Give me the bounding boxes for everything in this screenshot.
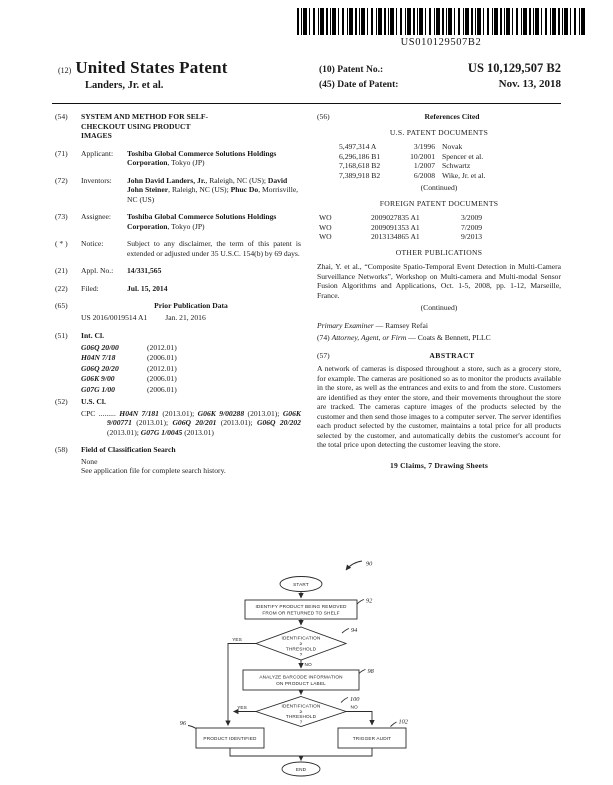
- decision1-line4: ?: [299, 652, 303, 657]
- barcode: [297, 8, 585, 35]
- foreign-patent-row: WO 2009027835 A1 3/2009: [319, 213, 483, 222]
- analyze-barcode-node: [243, 670, 359, 690]
- field-tag-12: (12): [58, 66, 72, 75]
- patent-number: US 10,129,507 B2: [467, 61, 561, 75]
- merge-path: [230, 748, 372, 756]
- claims-drawing-sheets-line: 19 Claims, 7 Drawing Sheets: [389, 460, 488, 470]
- ref-label-96: 96: [179, 720, 186, 727]
- field-21-appl-no: (21) Appl. No.: 14/331,565: [55, 266, 301, 276]
- field-71-applicant: (71) Applicant: Toshiba Global Commerce Solutions Holdings Corporation, Tokyo (JP): [55, 149, 301, 168]
- ref-tick-96: [188, 726, 196, 729]
- left-column: [55, 112, 301, 476]
- decision2-yes-label: YES: [237, 706, 247, 711]
- ref-label-98: 98: [367, 668, 374, 675]
- product-identified-label: PRODUCT IDENTIFIED: [203, 736, 257, 741]
- field-72-inventors: (72) Inventors: John David Landers, Jr., Raleigh, NC (US); David John Steiner, Raleigh, NC (US); Phuc Do, Morrisville, NC (US): [55, 176, 301, 205]
- decision1-no-label: NO: [304, 663, 312, 668]
- bibliographic-columns: [55, 112, 561, 476]
- other-publication-text: Zhai, Y. et al., “Composite Spatio-Temporal Event Detection in Multi-Camera Surveillance Networks”, Workshop on Multi-camera and Multi-modal Sensor Fusion Algorithms and Applications, Oct. 1-5, 2008, pp. 1-12, Marseille, France.: [317, 262, 561, 300]
- publication-number: US 2016/0019514 A1: [81, 312, 148, 322]
- decision1-yes-label: YES: [232, 638, 242, 643]
- right-column: [317, 112, 561, 476]
- decision2-line4: ?: [299, 719, 303, 725]
- ref-label-100: 100: [350, 696, 360, 703]
- us-patent-row: 6,296,186 B1 10/2001 Spencer et al.: [339, 151, 484, 161]
- ref-tick-98: [359, 670, 366, 674]
- filing-date: Jul. 15, 2014: [127, 283, 168, 293]
- ref-label-94: 94: [351, 627, 358, 634]
- barcode-text: US010129507B2: [400, 37, 482, 48]
- decision2-no-label: NO: [350, 705, 358, 711]
- header: [58, 58, 561, 92]
- identify-product-node: [245, 600, 357, 619]
- invention-title: SYSTEM AND METHOD FOR SELF-CHECKOUT USING PRODUCT IMAGES: [81, 112, 208, 140]
- figure-ref-arrow: [346, 561, 362, 570]
- us-cl-heading: U.S. Cl.: [81, 397, 106, 406]
- header-left: [58, 58, 228, 92]
- field-54-title: (54) SYSTEM AND METHOD FOR SELF-CHECKOUT USING PRODUCT IMAGES: [55, 112, 301, 141]
- decision1-line3: THRESHOLD: [285, 646, 317, 652]
- search-history-line: See application file for complete search history.: [81, 466, 226, 475]
- flowchart-figure: [0, 555, 613, 785]
- ref-tick-102: [391, 722, 397, 727]
- attorney-line: (74) Attorney, Agent, or Firm — Coats & Bennett, PLLC: [317, 333, 491, 342]
- identify-product-line1: IDENTIFY PRODUCT BEING REMOVED: [255, 604, 347, 609]
- search-none-line: None: [81, 456, 98, 466]
- decision2-line1: IDENTIFICATION: [281, 703, 321, 709]
- int-cl-entry: G07G 1/00 (2006.01): [81, 384, 177, 394]
- date-of-patent: Nov. 13, 2018: [498, 78, 561, 90]
- field-73-assignee: (73) Assignee: Toshiba Global Commerce Solutions Holdings Corporation, Tokyo (JP): [55, 212, 301, 231]
- other-publications-continued: (Continued): [420, 303, 458, 312]
- primary-examiner-line: Primary Examiner — Ramsey Refai: [317, 320, 428, 330]
- abstract-heading: ABSTRACT: [429, 350, 475, 360]
- field-56-references: (56) References Cited: [317, 112, 561, 122]
- field-52-us-cl: (52) U.S. Cl.: [55, 397, 301, 407]
- inventors-value: John David Landers, Jr., Raleigh, NC (US); David John Steiner, Raleigh, NC (US); Phuc Do, Morrisville, NC (US): [127, 175, 299, 204]
- date-of-patent-label: (45) Date of Patent:: [319, 80, 399, 90]
- trigger-audit-label: TRIGGER AUDIT: [352, 736, 392, 741]
- prior-publication-heading: Prior Publication Data: [154, 301, 228, 310]
- ref-label-92: 92: [366, 597, 373, 605]
- int-cl-entry: G06Q 20/20 (2012.01): [81, 363, 177, 373]
- references-cited-heading: References Cited: [424, 112, 480, 121]
- field-65-prior-publication: (65) Prior Publication Data: [55, 301, 301, 311]
- int-cl-entry: H04N 7/18 (2006.01): [81, 353, 177, 362]
- header-divider: [52, 103, 561, 104]
- ref-tick-94: [342, 629, 349, 634]
- header-right: [319, 58, 561, 92]
- ref-label-102: 102: [398, 718, 408, 726]
- int-cl-entry: G06Q 20/00 (2012.01): [81, 342, 177, 352]
- decision2-line3: THRESHOLD: [285, 714, 317, 719]
- decision1-line1: IDENTIFICATION: [281, 635, 321, 641]
- document-type-title: United States Patent: [75, 58, 228, 77]
- identify-product-line2: FROM OR RETURNED TO SHELF: [262, 610, 340, 616]
- end-node-label: END: [295, 766, 307, 772]
- first-inventor-line: Landers, Jr. et al.: [85, 80, 164, 91]
- figure-ref-label: 90: [366, 560, 373, 568]
- analyze-barcode-line1: ANALYZE BARCODE INFORMATION: [259, 674, 343, 680]
- us-patent-row: 7,168,618 B2 1/2007 Schwartz: [339, 161, 471, 170]
- field-51-int-cl: (51) Int. Cl.: [55, 331, 301, 341]
- other-publications-heading: OTHER PUBLICATIONS: [395, 247, 483, 257]
- decision1-line2: ≥: [299, 641, 303, 646]
- int-cl-entry: G06K 9/00 (2006.01): [81, 374, 177, 383]
- patent-no-label: (10) Patent No.:: [319, 65, 384, 75]
- foreign-patent-row: WO 2013134865 A1 9/2013: [319, 232, 483, 241]
- us-patent-row: 7,389,918 B2 6/2008 Wike, Jr. et al.: [339, 170, 486, 180]
- foreign-patent-row: WO 2009091353 A1 7/2009: [319, 222, 483, 232]
- us-patent-documents-heading: U.S. PATENT DOCUMENTS: [389, 127, 489, 137]
- cpc-classification: CPC ......... H04N 7/181 (2013.01); G06K 9/00288 (2013.01); G06K 9/00771 (2013.01); G06Q 20/201 (2013.01); G06Q 20/202 (2013.01); G07G 1/0045 (2013.01): [81, 408, 301, 437]
- applicant-value: Toshiba Global Commerce Solutions Holdings Corporation, Tokyo (JP): [127, 148, 277, 167]
- foreign-patent-documents-heading: FOREIGN PATENT DOCUMENTS: [379, 198, 499, 208]
- field-of-search-heading: Field of Classification Search: [81, 445, 176, 454]
- start-node-label: START: [293, 581, 309, 587]
- us-patents-continued: (Continued): [420, 183, 458, 192]
- publication-date: Jan. 21, 2016: [165, 312, 206, 322]
- application-number: 14/331,565: [127, 266, 162, 275]
- abstract-text: A network of cameras is disposed throughout a store, such as a grocery store, for example. The cameras are positioned so as to monitor the products available in the store, as well as the entrances and exits to and from the store. Customers are identified as they enter the store, and their movements throughout the store are tracked. The cameras capture images of the products selected by the customer and then send those images to a computer server. The server identifies each product selected by the customer, maintains a total price for all products selected by the customer, and automatically debits the customer's account for the total price upon detecting the customer leaving the store.: [317, 364, 561, 449]
- analyze-barcode-line2: ON PRODUCT LABEL: [276, 681, 326, 686]
- prior-publication-entry: [81, 313, 301, 323]
- field-22-filed: (22) Filed: Jul. 15, 2014: [55, 284, 301, 294]
- int-cl-heading: Int. Cl.: [81, 331, 104, 340]
- field-57-abstract: (57) ABSTRACT: [317, 351, 561, 361]
- decision2-line2: ≥: [299, 709, 303, 714]
- field-notice: ( * ) Notice: Subject to any disclaimer, the term of this patent is extended or adjusted under 35 U.S.C. 154(b) by 69 days.: [55, 239, 301, 258]
- ref-tick-92: [357, 600, 364, 605]
- notice-text: Subject to any disclaimer, the term of this patent is extended or adjusted under 35 U.S.C. 154(b) by 69 days.: [127, 239, 301, 258]
- us-patent-row: 5,497,314 A 3/1996 Novak: [339, 142, 463, 151]
- assignee-value: Toshiba Global Commerce Solutions Holdings Corporation, Tokyo (JP): [127, 212, 277, 231]
- field-58-search: (58) Field of Classification Search: [55, 445, 301, 455]
- decision2-no-path: [346, 712, 372, 726]
- ref-tick-100: [341, 698, 348, 703]
